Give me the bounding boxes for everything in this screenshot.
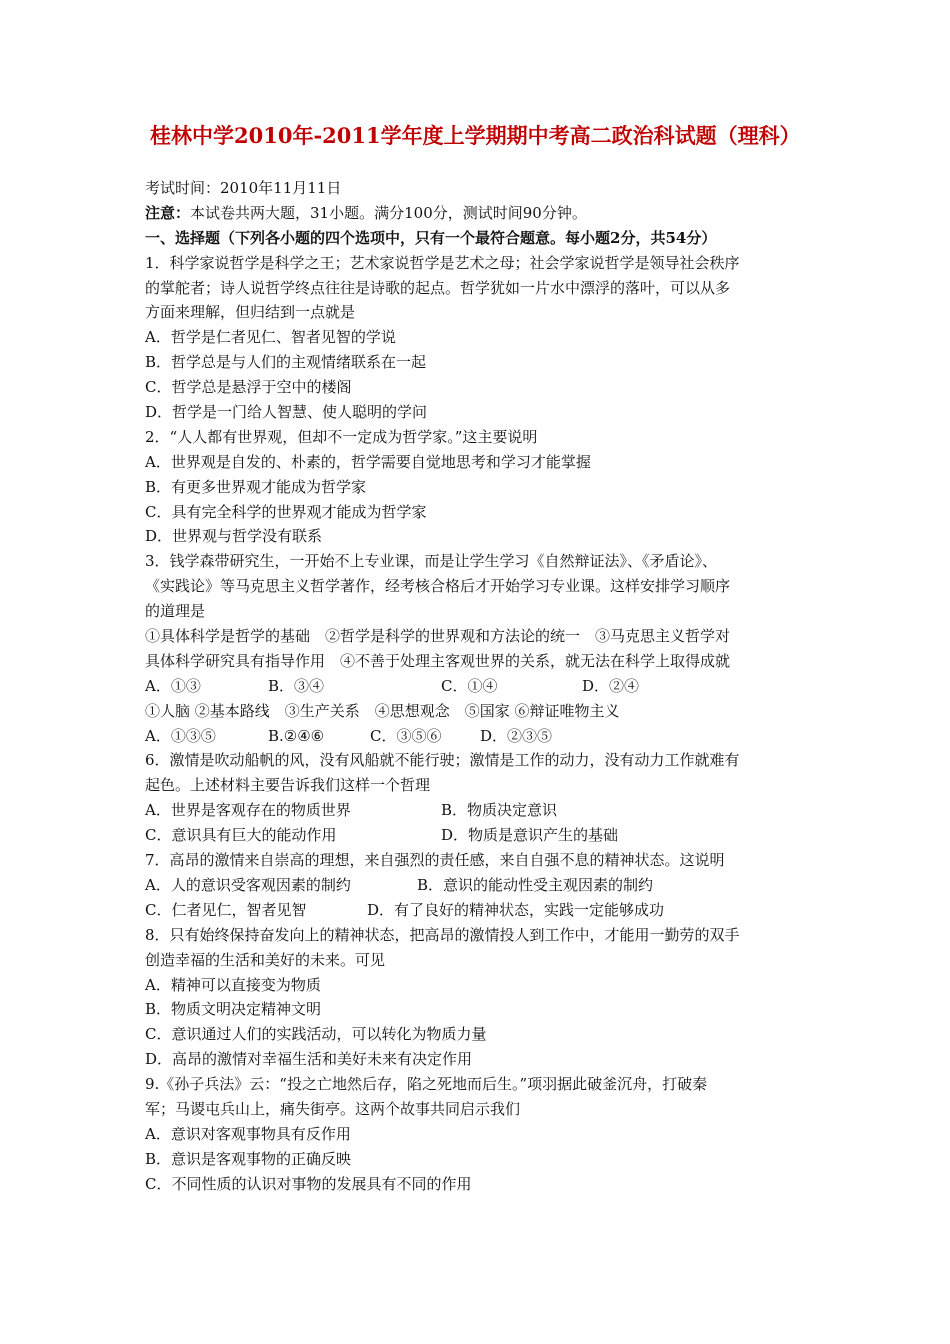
question-stem: 的掌舵者；诗人说哲学终点往往是诗歌的起点。哲学犹如一片水中漂浮的落叶，可以从多 <box>145 278 731 297</box>
option-c: C．具有完全科学的世界观才能成为哲学家 <box>145 502 427 521</box>
option-b: B．意识的能动性受主观因素的制约 <box>417 875 654 894</box>
option-c: C．①④ <box>441 676 498 695</box>
option-c: C．仁者见仁，智者见智 <box>145 900 307 919</box>
options-row <box>145 873 810 898</box>
option-c: C．意识通过人们的实践活动，可以转化为物质力量 <box>145 1025 487 1044</box>
option-b: B．有更多世界观才能成为哲学家 <box>145 477 367 496</box>
question-stem: 6．激情是吹动船帆的风，没有风船就不能行驶；激情是工作的动力，没有动力工作就难有 <box>145 751 740 770</box>
option-a: A．①③⑤ <box>145 726 216 745</box>
question-stem: 起色。上述材料主要告诉我们这样一个哲理 <box>145 776 431 795</box>
options-row <box>145 674 810 699</box>
option-b: B．③④ <box>268 676 325 695</box>
notice-text: 本试卷共两大题，31小题。满分100分，测试时间90分钟。 <box>190 203 587 222</box>
option-a: A．世界观是自发的、朴素的，哲学需要自觉地思考和学习才能掌握 <box>145 452 591 471</box>
option-b: B.②④⑥ <box>268 726 325 745</box>
question-stem: 创造幸福的生活和美好的未来。可见 <box>145 950 386 969</box>
question-stem: 方面来理解，但归结到一点就是 <box>145 303 356 322</box>
question-stem: 2．“人人都有世界观，但却不一定成为哲学家。”这主要说明 <box>145 427 538 446</box>
option-a: A．世界是客观存在的物质世界 <box>145 801 351 820</box>
option-b: B．物质文明决定精神文明 <box>145 1000 322 1019</box>
question-stem: 7．高昂的激情来自崇高的理想，来自强烈的责任感，来自自强不息的精神状态。这说明 <box>145 851 725 870</box>
question-stem: 的道理是 <box>145 602 206 621</box>
exam-title: 桂林中学2010年-2011学年度上学期期中考高二政治科试题（理科） <box>150 123 801 148</box>
exam-body <box>145 176 810 1197</box>
option-a: A．精神可以直接变为物质 <box>145 975 321 994</box>
option-b: B．哲学总是与人们的主观情绪联系在一起 <box>145 353 427 372</box>
numbered-items: 具体科学研究具有指导作用 ④不善于处理主客观世界的关系，就无法在科学上取得成就 <box>145 651 731 670</box>
section-heading: 一、选择题（下列各小题的四个选项中，只有一个最符合题意。每小题2分，共54分） <box>145 228 717 247</box>
options-row <box>145 724 810 749</box>
option-d: D．有了良好的精神状态，实践一定能够成功 <box>367 900 665 919</box>
notice-label: 注意： <box>145 203 191 222</box>
option-c: C．意识具有巨大的能动作用 <box>145 826 337 845</box>
numbered-items: ①人脑 ②基本路线 ③生产关系 ④思想观念 ⑤国家 ⑥辩证唯物主义 <box>145 701 620 720</box>
exam-time: 考试时间：2010年11月11日 <box>145 179 342 197</box>
question-stem: 军；马谡屯兵山上，痛失街亭。这两个故事共同启示我们 <box>145 1099 521 1118</box>
question-stem: 9.《孙子兵法》云：“投之亡地然后存，陷之死地而后生。”项羽据此破釜沉舟，打破秦 <box>145 1075 708 1094</box>
option-c: C．哲学总是悬浮于空中的楼阁 <box>145 378 352 397</box>
option-c: C．③⑤⑥ <box>370 726 442 745</box>
option-d: D．世界观与哲学没有联系 <box>145 527 323 546</box>
option-d: D．②③⑤ <box>480 726 553 745</box>
question-stem: 3．钱学森带研究生，一开始不上专业课，而是让学生学习《自然辩证法》、《矛盾论》、 <box>145 552 718 571</box>
option-a: A．①③ <box>145 676 201 695</box>
option-d: D．哲学是一门给人智慧、使人聪明的学问 <box>145 403 428 422</box>
notice <box>145 201 810 226</box>
option-a: A．哲学是仁者见仁、智者见智的学说 <box>145 328 396 347</box>
question-stem: 1．科学家说哲学是科学之王；艺术家说哲学是艺术之母；社会学家说哲学是领导社会秩序 <box>145 253 740 272</box>
option-c: C．不同性质的认识对事物的发展具有不同的作用 <box>145 1174 472 1193</box>
option-b: B．物质决定意识 <box>441 801 558 820</box>
options-row <box>145 823 810 848</box>
numbered-items: ①具体科学是哲学的基础 ②哲学是科学的世界观和方法论的统一 ③马克思主义哲学对 <box>145 627 731 646</box>
option-d: D．②④ <box>582 676 640 695</box>
option-b: B．意识是客观事物的正确反映 <box>145 1149 352 1168</box>
option-a: A．人的意识受客观因素的制约 <box>145 875 351 894</box>
option-a: A．意识对客观事物具有反作用 <box>145 1124 351 1143</box>
option-d: D．高昂的激情对幸福生活和美好未来有决定作用 <box>145 1050 473 1069</box>
options-row <box>145 898 810 923</box>
option-d: D．物质是意识产生的基础 <box>441 826 619 845</box>
options-row <box>145 798 810 823</box>
question-stem: 《实践论》等马克思主义哲学著作，经考核合格后才开始学习专业课。这样安排学习顺序 <box>145 577 731 596</box>
question-stem: 8．只有始终保持奋发向上的精神状态，把高昂的激情投人到工作中，才能用一勤劳的双手 <box>145 925 740 944</box>
